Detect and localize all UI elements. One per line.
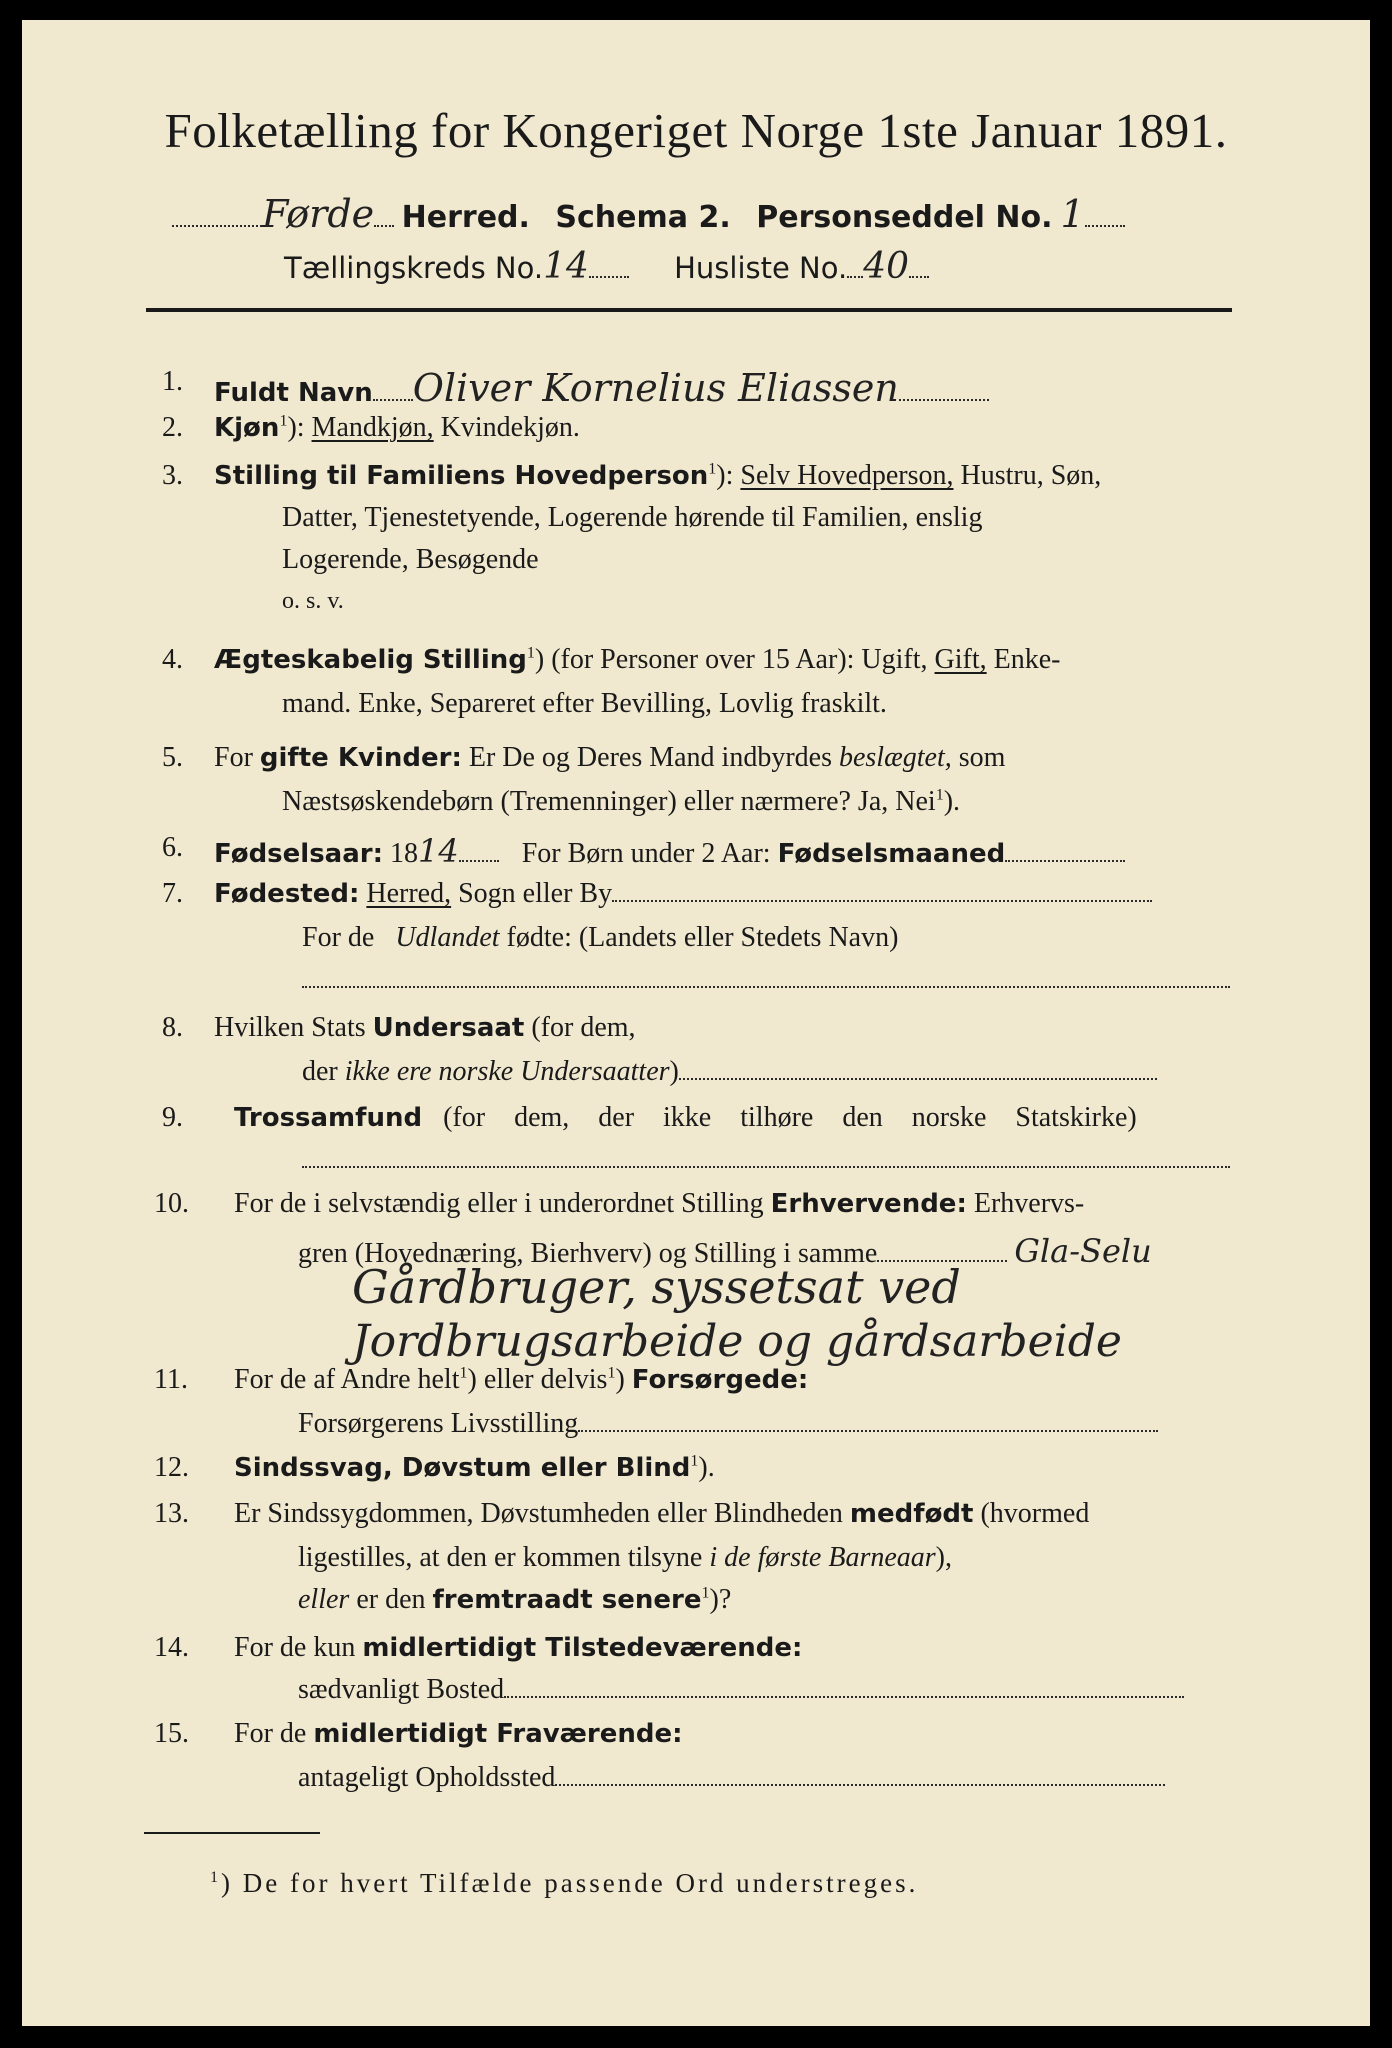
item-10-number: 10. <box>154 1188 189 1219</box>
kreds-value: 14 <box>543 246 589 287</box>
marital-selected: Gift, <box>934 644 987 675</box>
item-10: For de i selvstændig eller i underordnet Stilling Erhvervende: Erhvervs- <box>234 1188 1085 1219</box>
item-1-number: 1. <box>162 366 183 397</box>
item-12-label: Sindssvag, Døvstum eller Blind <box>234 1453 691 1483</box>
item-13-line-2: ligestilles, at den er kommen tilsyne i de første Barneaar), <box>298 1542 952 1573</box>
item-4: Ægteskabelig Stilling$^1$) (for Personer over 15 Aar): Ugift, Gift, Enke- <box>214 644 1061 675</box>
item-8: Hvilken Stats Undersaat (for dem, <box>214 1012 636 1043</box>
item-5-number: 5. <box>162 742 183 773</box>
item-7-line-2: For de Udlandet fødte: (Landets eller Stedets Navn) <box>302 922 899 953</box>
item-13-line-3: eller er den fremtraadt senere$^1$)? <box>298 1584 732 1615</box>
item-3-line-2: Datter, Tjenestetyende, Logerende hørende til Familien, enslig <box>282 502 983 533</box>
item-3-line-4: o. s. v. <box>282 588 344 614</box>
occupation-place-value: Gla-Selu <box>1014 1232 1152 1270</box>
item-13: Er Sindssygdommen, Døvstumheden eller Blindheden medfødt (hvormed <box>234 1498 1090 1529</box>
footnote: $^1$) De for hvert Tilfælde passende Ord understreges. <box>210 1868 919 1898</box>
kreds-line <box>284 246 929 287</box>
item-4-number: 4. <box>162 644 183 675</box>
birth-year-value: 14 <box>418 832 459 870</box>
item-13-number: 13. <box>154 1498 189 1529</box>
item-14-line-2: sædvanligt Bosted <box>298 1674 1184 1706</box>
item-15: For de midlertidigt Fraværende: <box>234 1718 683 1749</box>
herred-line <box>172 192 1125 236</box>
item-2-number: 2. <box>162 412 183 443</box>
item-3-line-3: Logerende, Besøgende <box>282 544 539 575</box>
header-rule <box>146 308 1232 312</box>
occupation-line-1-value: Gårdbruger, syssetsat ved <box>352 1260 961 1314</box>
item-5-line-2: Næstsøskendebørn (Tremenninger) eller nærmere? Ja, Nei$^1$). <box>282 786 961 817</box>
item-10-label: Erhvervende: <box>770 1189 967 1219</box>
item-7-label: Fødested: <box>214 879 360 909</box>
item-4-line-2: mand. Enke, Separeret efter Bevilling, Lovlig fraskilt. <box>282 688 887 719</box>
item-6: Fødselsaar: 1814 For Børn under 2 Aar: Fødselsmaaned <box>214 832 1125 870</box>
item-13-label: medfødt <box>849 1499 974 1529</box>
herred-label: Herred. <box>401 200 530 235</box>
husliste-value: 40 <box>863 246 909 287</box>
item-9: Trossamfund (for dem, der ikke tilhøre den norske Statskirke) <box>234 1102 1137 1133</box>
form-title: Folketælling for Kongeriget Norge 1ste Januar 1891. <box>164 103 1228 158</box>
personseddel-value: 1 <box>1060 192 1085 236</box>
item-11-line-2: Forsørgerens Livsstilling <box>298 1408 1158 1440</box>
item-11-number: 11. <box>154 1364 188 1395</box>
item-8-number: 8. <box>162 1012 183 1043</box>
item-14-number: 14. <box>154 1632 189 1663</box>
item-3: Stilling til Familiens Hovedperson$^1$): Selv Hovedperson, Hustru, Søn, <box>214 460 1102 491</box>
occupation-line-2-value: Jordbrugsarbeide og gårdsarbeide <box>352 1316 1122 1367</box>
item-7-answer-line <box>302 964 1230 996</box>
item-9-label: Trossamfund <box>234 1103 423 1133</box>
item-6-label: Fødselsaar: <box>214 839 383 869</box>
item-1-label: Fuldt Navn <box>214 378 373 408</box>
item-1 <box>214 366 989 410</box>
item-12: Sindssvag, Døvstum eller Blind$^1$). <box>234 1452 715 1483</box>
item-4-label: Ægteskabelig Stilling <box>214 645 527 675</box>
item-15-line-2: antageligt Opholdssted <box>298 1762 1165 1794</box>
kreds-label: Tællingskreds No. <box>284 251 544 285</box>
item-6-number: 6. <box>162 832 183 863</box>
item-9-number: 9. <box>162 1102 183 1133</box>
item-7-number: 7. <box>162 878 183 909</box>
item-3-label: Stilling til Familiens Hovedperson <box>214 461 709 491</box>
position-selected: Selv Hovedperson, <box>740 460 954 491</box>
item-15-label: midlertidigt Fraværende: <box>313 1719 683 1749</box>
gender-male-selected: Mandkjøn, <box>311 412 434 443</box>
item-12-number: 12. <box>154 1452 189 1483</box>
item-14-label: midlertidigt Tilstedeværende: <box>362 1633 803 1663</box>
item-7: Fødested: Herred, Sogn eller By <box>214 878 1152 910</box>
birthplace-selected: Herred, <box>366 878 452 909</box>
item-10-line-2: gren (Hovednæring, Bierhverv) og Stilling i samme Gla-Selu <box>298 1232 1152 1270</box>
herred-value: Førde <box>262 192 375 236</box>
item-8-line-2: der ikke ere norske Undersaatter) <box>302 1056 1157 1088</box>
item-11: For de af Andre helt$^1$) eller delvis$^1$) Forsørgede: <box>234 1364 809 1395</box>
item-2-label: Kjøn <box>214 413 280 443</box>
item-14: For de kun midlertidigt Tilstedeværende: <box>234 1632 803 1663</box>
item-15-number: 15. <box>154 1718 189 1749</box>
footnote-rule <box>144 1832 320 1834</box>
gender-female: Kvindekjøn. <box>440 412 580 443</box>
item-8-label: Undersaat <box>372 1013 525 1043</box>
item-3-number: 3. <box>162 460 183 491</box>
full-name-value: Oliver Kornelius Eliassen <box>412 366 899 410</box>
census-form-page <box>22 20 1370 2026</box>
item-11-label: Forsørgede: <box>631 1365 809 1395</box>
item-5-label: gifte Kvinder: <box>259 743 462 773</box>
personseddel-label: Personseddel No. <box>756 200 1053 235</box>
item-2: Kjøn$^1$): Mandkjøn, Kvindekjøn. <box>214 412 580 443</box>
item-9-answer-line <box>302 1144 1230 1176</box>
item-5: For gifte Kvinder: Er De og Deres Mand indbyrdes beslægtet, som <box>214 742 1006 773</box>
schema-label: Schema 2. <box>555 200 731 235</box>
husliste-label: Husliste No. <box>674 251 848 285</box>
